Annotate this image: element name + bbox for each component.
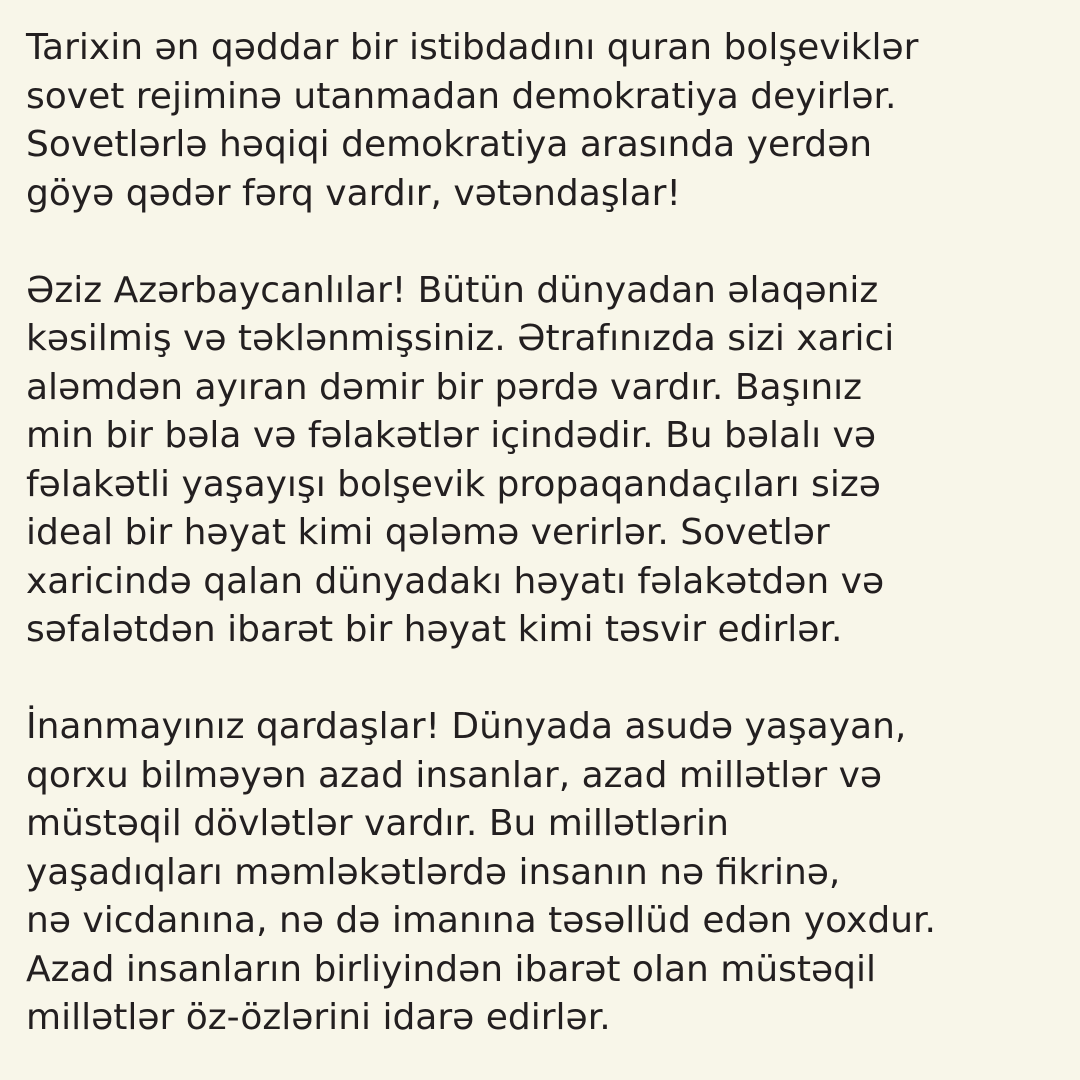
text-line: fəlakətli yaşayışı bolşevik propaqandaçıları sizə (26, 463, 881, 505)
text-line: qorxu bilməyən azad insanlar, azad millətlər və (26, 754, 883, 796)
text-line: min bir bəla və fəlakətlər içindədir. Bu bəlalı və (26, 415, 876, 456)
paragraph-3 (26, 703, 1068, 1043)
text-line: yaşadıqları məmləkətlərdə insanın nə fikrinə, (26, 851, 841, 893)
paragraph-spacer (26, 218, 1068, 267)
text-line: Sovetlərlə həqiqi demokratiya arasında yerdən (26, 124, 873, 165)
text-line: Tarixin ən qəddar bir istibdadını quran bolşeviklər (26, 27, 919, 68)
text-line: Azad insanların birliyindən ibarət olan müstəqil (26, 948, 877, 990)
text-line: millətlər öz-özlərini idarə edirlər. (26, 997, 611, 1038)
text-line: sovet rejiminə utanmadan demokratiya deyirlər. (26, 75, 897, 117)
text-line: kəsilmiş və təklənmişsiniz. Ətrafınızda sizi xarici (26, 318, 895, 359)
text-line: ideal bir həyat kimi qələmə verirlər. Sovetlər (26, 512, 830, 553)
text-line: İnanmayınız qardaşlar! Dünyada asudə yaşayan, (26, 706, 907, 747)
text-line: xaricində qalan dünyadakı həyatı fəlakətdən və (26, 560, 885, 602)
paragraph-2 (26, 267, 1068, 655)
text-line: Əziz Azərbaycanlılar! Bütün dünyadan əlaqəniz (26, 269, 879, 311)
paragraph-1 (26, 24, 1068, 218)
text-line: müstəqil dövlətlər vardır. Bu millətlərin (26, 803, 729, 844)
text-line: göyə qədər fərq vardır, vətəndaşlar! (26, 172, 681, 214)
text-line: nə vicdanına, nə də imanına təsəllüd edən yoxdur. (26, 900, 936, 941)
text-line: səfalətdən ibarət bir həyat kimi təsvir edirlər. (26, 609, 843, 650)
text-line: aləmdən ayıran dəmir bir pərdə vardır. Başınız (26, 366, 863, 408)
paragraph-spacer (26, 655, 1068, 704)
